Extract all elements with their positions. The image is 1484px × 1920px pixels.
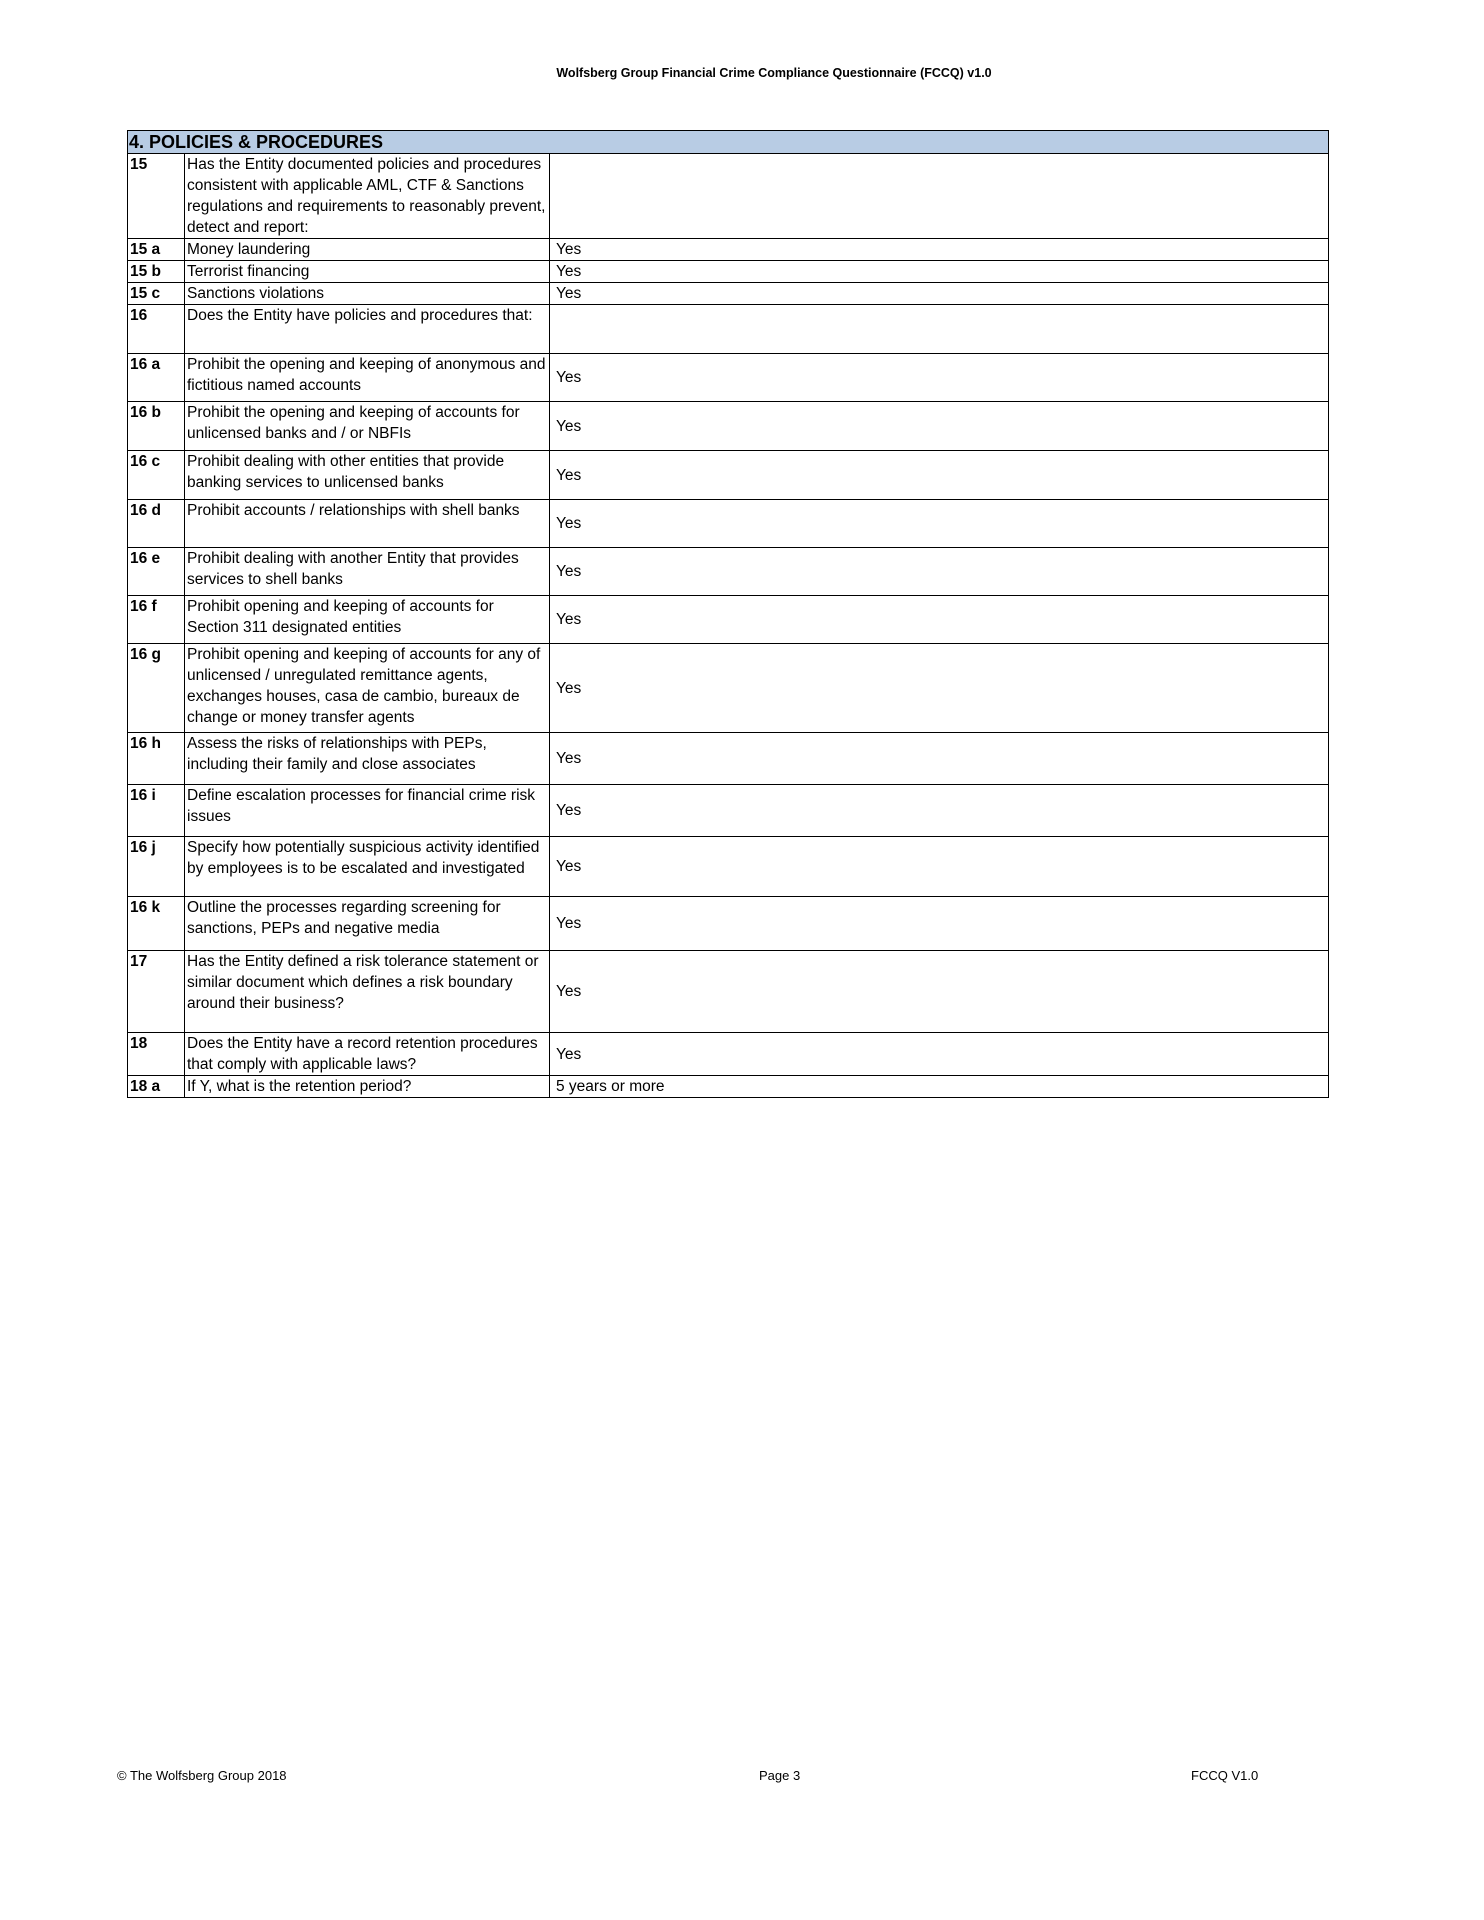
footer-page-number: Page 3 <box>759 1768 801 1783</box>
question-number: 16 k <box>128 897 185 951</box>
question-text: Has the Entity defined a risk tolerance statement or similar document which defines a risk boundary around their business? <box>185 951 550 1033</box>
question-number: 16 h <box>128 733 185 785</box>
question-row-16e <box>128 548 1329 596</box>
question-number: 18 a <box>128 1076 185 1098</box>
question-row-15a <box>128 239 1329 261</box>
question-row-16b <box>128 402 1329 451</box>
question-number: 15 <box>128 154 185 239</box>
question-row-16h <box>128 733 1329 785</box>
question-row-16k <box>128 897 1329 951</box>
answer-cell: Yes <box>550 548 1329 596</box>
question-row-16 <box>128 305 1329 354</box>
question-row-18 <box>128 1033 1329 1076</box>
document-title: Wolfsberg Group Financial Crime Compliance Questionnaire (FCCQ) v1.0 <box>556 66 992 80</box>
question-row-18a <box>128 1076 1329 1098</box>
question-text: Prohibit opening and keeping of accounts for any of unlicensed / unregulated remittance agents, exchanges houses, casa de cambio, bureaux de change or money transfer agents <box>185 644 550 733</box>
question-row-15c <box>128 283 1329 305</box>
question-row-16i <box>128 785 1329 837</box>
question-number: 16 b <box>128 402 185 451</box>
question-number: 16 i <box>128 785 185 837</box>
answer-cell: Yes <box>550 837 1329 897</box>
answer-cell <box>550 154 1329 239</box>
section-title: 4. POLICIES & PROCEDURES <box>128 131 1329 154</box>
question-row-17 <box>128 951 1329 1033</box>
answer-cell: Yes <box>550 451 1329 500</box>
answer-cell: Yes <box>550 644 1329 733</box>
question-number: 16 g <box>128 644 185 733</box>
question-text: Prohibit opening and keeping of accounts for Section 311 designated entities <box>185 596 550 644</box>
question-text: Assess the risks of relationships with PEPs, including their family and close associates <box>185 733 550 785</box>
question-text: Prohibit accounts / relationships with shell banks <box>185 500 550 548</box>
question-number: 15 b <box>128 261 185 283</box>
question-text: Prohibit dealing with another Entity that provides services to shell banks <box>185 548 550 596</box>
question-row-16a <box>128 354 1329 402</box>
question-number: 16 a <box>128 354 185 402</box>
question-number: 15 a <box>128 239 185 261</box>
question-text: Has the Entity documented policies and procedures consistent with applicable AML, CTF & Sanctions regulations and requirements to reasonably prevent, detect and report: <box>185 154 550 239</box>
answer-cell: Yes <box>550 785 1329 837</box>
answer-cell: Yes <box>550 402 1329 451</box>
question-number: 15 c <box>128 283 185 305</box>
answer-cell: Yes <box>550 500 1329 548</box>
question-text: Prohibit the opening and keeping of anonymous and fictitious named accounts <box>185 354 550 402</box>
question-number: 17 <box>128 951 185 1033</box>
question-number: 18 <box>128 1033 185 1076</box>
question-number: 16 f <box>128 596 185 644</box>
answer-cell: Yes <box>550 283 1329 305</box>
question-row-16f <box>128 596 1329 644</box>
question-text: Prohibit the opening and keeping of accounts for unlicensed banks and / or NBFIs <box>185 402 550 451</box>
question-row-16c <box>128 451 1329 500</box>
answer-cell: Yes <box>550 354 1329 402</box>
question-number: 16 d <box>128 500 185 548</box>
answer-cell: Yes <box>550 951 1329 1033</box>
question-text: Specify how potentially suspicious activity identified by employees is to be escalated and investigated <box>185 837 550 897</box>
answer-cell: Yes <box>550 897 1329 951</box>
answer-cell: 5 years or more <box>550 1076 1329 1098</box>
answer-cell: Yes <box>550 261 1329 283</box>
answer-cell: Yes <box>550 733 1329 785</box>
question-row-15 <box>128 154 1329 239</box>
question-row-16d <box>128 500 1329 548</box>
answer-cell: Yes <box>550 1033 1329 1076</box>
footer-copyright: © The Wolfsberg Group 2018 <box>117 1768 287 1783</box>
footer-version: FCCQ V1.0 <box>1191 1768 1259 1783</box>
question-text: Does the Entity have policies and procedures that: <box>185 305 550 354</box>
question-text: Does the Entity have a record retention procedures that comply with applicable laws? <box>185 1033 550 1076</box>
question-row-16j <box>128 837 1329 897</box>
section-header-row <box>128 131 1329 154</box>
question-text: Money laundering <box>185 239 550 261</box>
question-text: Define escalation processes for financial crime risk issues <box>185 785 550 837</box>
answer-cell: Yes <box>550 239 1329 261</box>
question-row-16g <box>128 644 1329 733</box>
answer-cell <box>550 305 1329 354</box>
policies-procedures-table <box>127 130 1329 1098</box>
answer-cell: Yes <box>550 596 1329 644</box>
question-text: Terrorist financing <box>185 261 550 283</box>
question-number: 16 j <box>128 837 185 897</box>
question-text: Sanctions violations <box>185 283 550 305</box>
question-text: If Y, what is the retention period? <box>185 1076 550 1098</box>
question-row-15b <box>128 261 1329 283</box>
question-text: Prohibit dealing with other entities that provide banking services to unlicensed banks <box>185 451 550 500</box>
question-number: 16 e <box>128 548 185 596</box>
question-number: 16 <box>128 305 185 354</box>
question-number: 16 c <box>128 451 185 500</box>
question-text: Outline the processes regarding screening for sanctions, PEPs and negative media <box>185 897 550 951</box>
